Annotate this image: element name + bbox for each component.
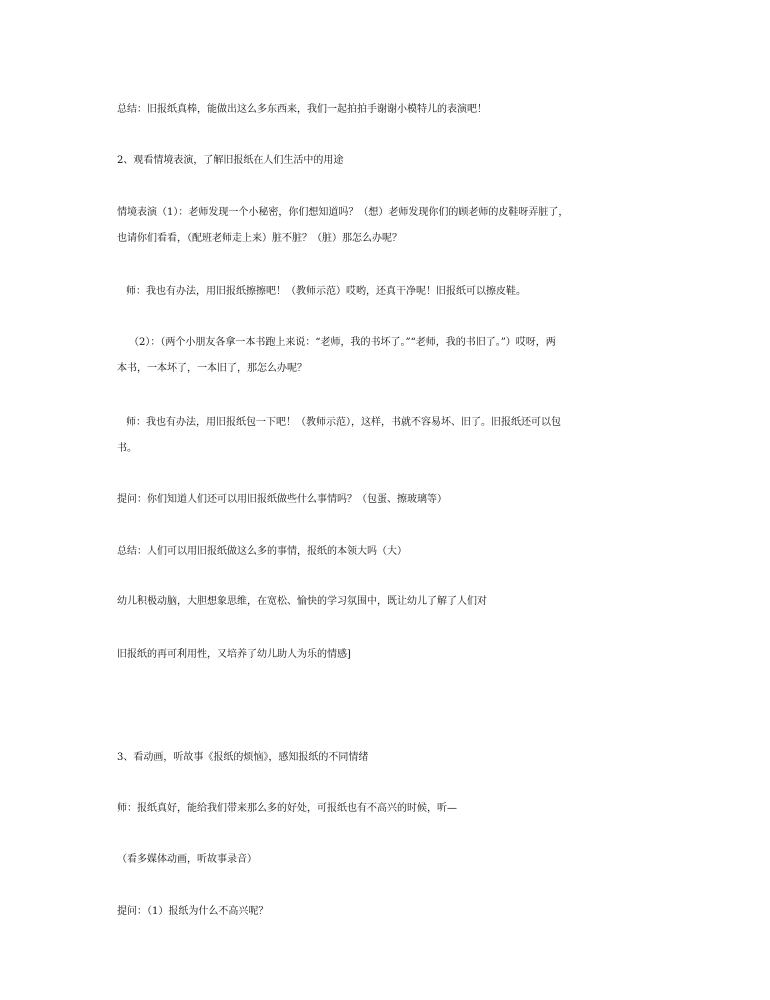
teacher-paragraph-2-line-1: 师：我也有办法，用旧报纸包一下吧！（教师示范），这样，书就不容易坏、旧了。旧报纸还可以包 (126, 417, 561, 428)
scene-paragraph-2-line-2: 本书，一本坏了，一本旧了，那怎么办呢？ (117, 363, 307, 374)
teacher-paragraph-3: 师：报纸真好，能给我们带来那么多的好处，可报纸也有不高兴的时候，听— (117, 803, 457, 814)
summary-paragraph-2: 总结：人们可以用旧报纸做这么多的事情，报纸的本领大吗（大） (117, 546, 407, 557)
section-heading-3: 3、看动画，听故事《报纸的烦恼》，感知报纸的不同情绪 (117, 752, 369, 763)
question-paragraph-1: 提问：你们知道人们还可以用旧报纸做些什么事情吗？（包蛋、擦玻璃等） (117, 494, 447, 505)
teacher-paragraph-1: 师：我也有办法，用旧报纸擦擦吧！（教师示范）哎哟，还真干净呢！旧报纸可以擦皮鞋。 (126, 286, 526, 297)
reflection-line-2: 旧报纸的再可利用性，又培养了幼儿助人为乐的情感] (117, 649, 351, 660)
scene-paragraph-1-line-1: 情境表演（1）：老师发现一个小秘密，你们想知道吗？（想）老师发现你们的顾老师的皮鞋呀弄脏了， (117, 207, 569, 218)
section-heading-2: 2、观看情境表演，了解旧报纸在人们生活中的用途 (117, 155, 344, 166)
question-paragraph-2: 提问：（1）报纸为什么不高兴呢？ (117, 906, 269, 917)
scene-paragraph-1-line-2: 也请你们看看，（配班老师走上来）脏不脏？（脏）那怎么办呢？ (117, 233, 402, 244)
reflection-line-1: 幼儿积极动脑，大胆想象思维，在宽松、愉快的学习氛围中，既让幼儿了解了人们对 (117, 596, 487, 607)
activity-note: （看多媒体动画，听故事录音） (117, 854, 257, 865)
summary-paragraph-1: 总结：旧报纸真棒，能做出这么多东西来，我们一起拍拍手谢谢小模特儿的表演吧！ (117, 104, 487, 115)
scene-paragraph-2-line-1: （2）：（两个小朋友各拿一本书跑上来说：“老师，我的书坏了。”“老师，我的书旧了。”）哎呀，两 (129, 337, 556, 348)
teacher-paragraph-2-line-2: 书。 (117, 443, 137, 454)
